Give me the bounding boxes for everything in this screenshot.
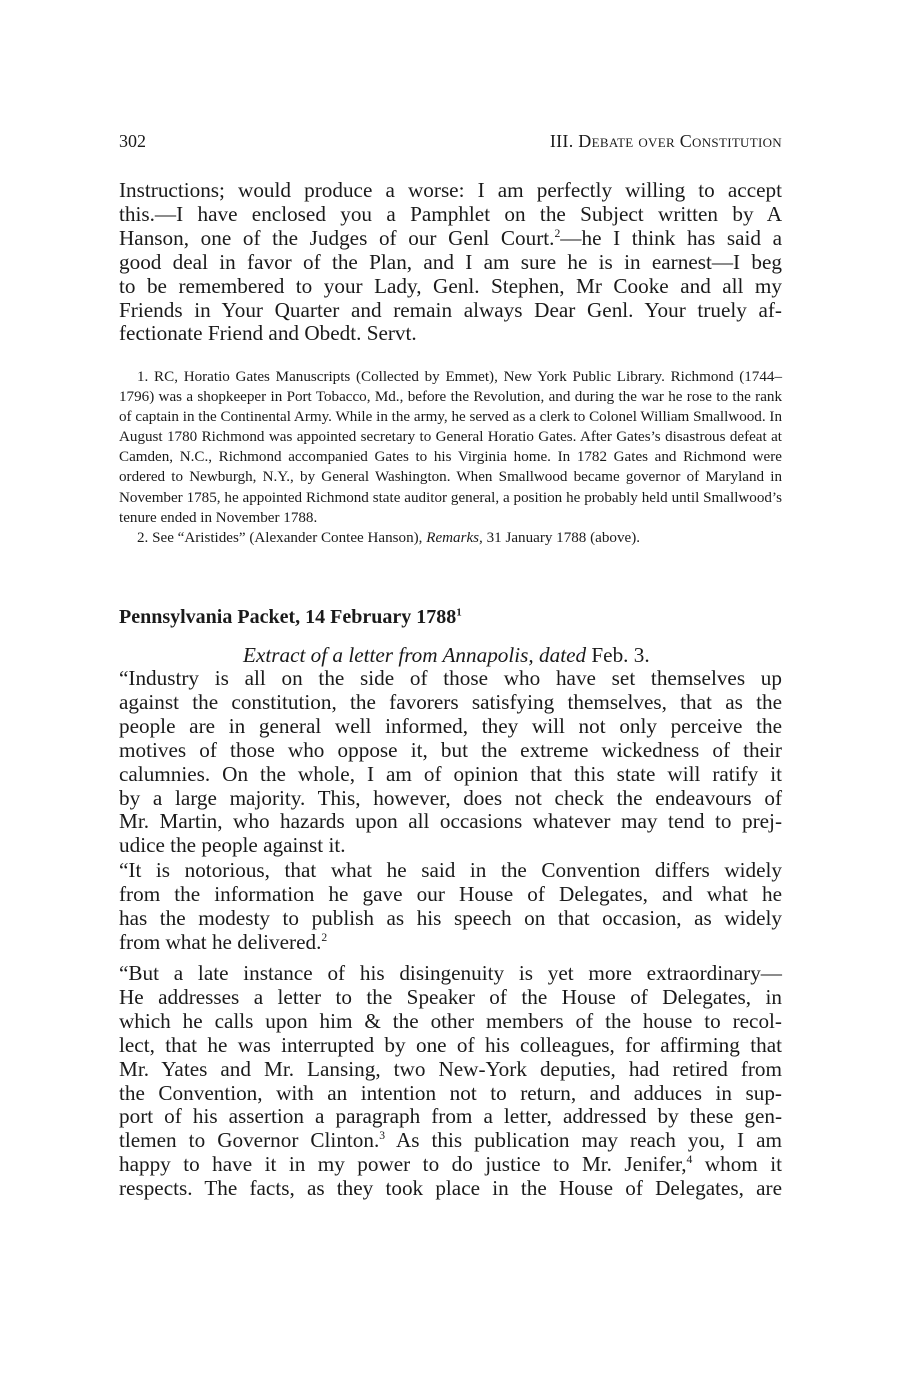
footnote-ref: 3 bbox=[379, 1129, 386, 1143]
text-line bbox=[119, 1129, 782, 1153]
text-line: from the information he gave our House of Delegates, and what he bbox=[119, 881, 782, 906]
running-title: III. Debate over Constitution bbox=[549, 131, 782, 151]
text-line: fectionate Friend and Obedt. Servt. bbox=[119, 321, 417, 346]
heading-text: Pennsylvania Packet, 14 February 1788 bbox=[119, 606, 457, 628]
text-fragment: whom it bbox=[692, 1152, 782, 1177]
text-line: good deal in favor of the Plan, and I am sure he is in earnest—I beg bbox=[119, 249, 782, 274]
text-fragment: Hanson, one of the Judges of our Genl Court. bbox=[119, 225, 555, 250]
extract-italic: Extract of a letter from Annapolis, dated bbox=[243, 643, 587, 667]
text-fragment: from what he delivered. bbox=[119, 929, 322, 954]
text-line: port of his assertion a paragraph from a letter, addressed by these gen- bbox=[119, 1104, 782, 1129]
footnote-italic: Remarks, bbox=[426, 529, 483, 546]
text-line: against the constitution, the favorers satisfying themselves, that as the bbox=[119, 689, 782, 714]
extract-line bbox=[119, 643, 782, 668]
paragraph-3 bbox=[119, 962, 782, 1201]
text-line: “Industry is all on the side of those who have set themselves up bbox=[119, 666, 782, 690]
running-header bbox=[119, 131, 782, 153]
footnote-ref: 2 bbox=[321, 930, 328, 944]
text-line: people are in general well informed, they will not only perceive the bbox=[119, 713, 782, 738]
footnote-text: 2. See “Aristides” (Alexander Contee Hanson), bbox=[137, 529, 427, 546]
text-line bbox=[119, 227, 782, 251]
extract-date: Feb. 3. bbox=[586, 643, 650, 667]
paragraph-2 bbox=[119, 859, 782, 955]
text-fragment: As this publication may reach you, I am bbox=[385, 1128, 782, 1153]
footnote-ref: 1 bbox=[456, 606, 462, 619]
text-line: which he calls upon him & the other members of the house to recol- bbox=[119, 1008, 782, 1033]
text-line: Friends in Your Quarter and remain always Dear Genl. Your truely af- bbox=[119, 297, 782, 322]
text-line: “But a late instance of his disingenuity is yet more extraordinary— bbox=[119, 961, 782, 985]
footnote-ref: 4 bbox=[686, 1153, 693, 1167]
text-line: respects. The facts, as they took place in the House of Delegates, are bbox=[119, 1176, 782, 1201]
text-line: Mr. Martin, who hazards upon all occasions whatever may tend to prej- bbox=[119, 809, 782, 834]
text-line: by a large majority. This, however, does not check the endeavours of bbox=[119, 785, 782, 810]
text-line: udice the people against it. bbox=[119, 833, 346, 858]
text-line: has the modesty to publish as his speech on that occasion, as widely bbox=[119, 905, 782, 930]
text-line bbox=[119, 1153, 782, 1177]
text-line: calumnies. On the whole, I am of opinion that this state will ratify it bbox=[119, 761, 782, 786]
footnote-text: 31 January 1788 (above). bbox=[482, 529, 640, 546]
text-line bbox=[119, 931, 782, 955]
text-line: He addresses a letter to the Speaker of the House of Delegates, in bbox=[119, 984, 782, 1009]
footnote-2 bbox=[119, 528, 782, 548]
text-line: motives of those who oppose it, but the extreme wickedness of their bbox=[119, 737, 782, 762]
text-line: Instructions; would produce a worse: I am perfectly willing to accept bbox=[119, 178, 782, 202]
text-line: the Convention, with an intention not to return, and adduces in sup- bbox=[119, 1080, 782, 1105]
page-number: 302 bbox=[119, 131, 146, 151]
paragraph-1 bbox=[119, 667, 782, 858]
text-fragment: tlemen to Governor Clinton. bbox=[119, 1128, 380, 1153]
text-line: to be remembered to your Lady, Genl. Stephen, Mr Cooke and all my bbox=[119, 273, 782, 298]
footnote-ref: 2 bbox=[554, 226, 561, 240]
text-line: Mr. Yates and Mr. Lansing, two New-York deputies, had retired from bbox=[119, 1056, 782, 1081]
text-fragment: happy to have it in my power to do justice to Mr. Jenifer, bbox=[119, 1152, 687, 1177]
footnote-1: 1. RC, Horatio Gates Manuscripts (Collected by Emmet), New York Public Library. Richmond (1744–1796) was a shopkeeper in Port Tobacco, Md., before the Revolution, and during the war he rose to the rank of captain in the Continental Army. While in the army, he served as a clerk to Colonel William Smallwood. In August 1780 Richmond was appointed secretary to General Horatio Gates. After Gates’s disastrous defeat at Camden, N.C., Richmond accompanied Gates to his Virginia home. In 1782 Gates and Richmond were ordered to Newburgh, N.Y., by General Washington. When Smallwood became governor of Maryland in November 1785, he appointed Richmond state auditor general, a position he probably held until Smallwood’s tenure ended in November 1788. bbox=[119, 369, 782, 526]
text-fragment: —he I think has said a bbox=[560, 225, 782, 250]
text-line: “It is notorious, that what he said in the Convention differs widely bbox=[119, 858, 782, 882]
text-line: lect, that he was interrupted by one of his colleagues, for affirming that bbox=[119, 1032, 782, 1057]
opening-paragraph bbox=[119, 179, 782, 346]
text-line: this.—I have enclosed you a Pamphlet on the Subject written by A bbox=[119, 201, 782, 226]
footnotes bbox=[119, 367, 782, 548]
section-heading bbox=[119, 606, 462, 629]
